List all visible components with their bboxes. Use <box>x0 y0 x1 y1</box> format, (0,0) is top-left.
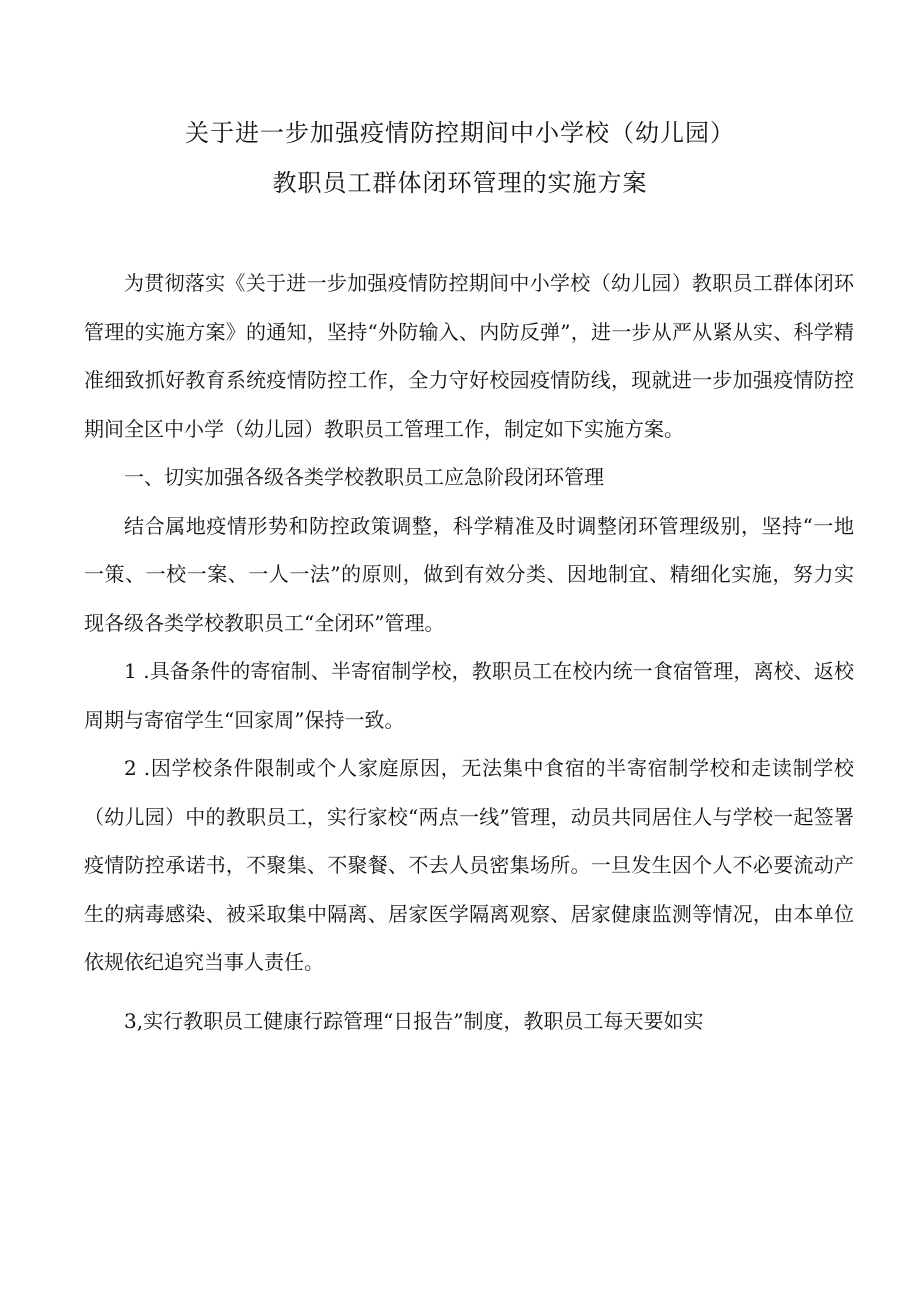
section-heading-1: 一、切实加强各级各类学校教职员工应急阶段闭环管理 <box>124 465 604 489</box>
paragraph-intro: 为贯彻落实《关于进一步加强疫情防控期间中小学校（幼儿园）教职员工群体闭环管理的实施方案》的通知，坚持“外防输入、内防反弹”，进一步从严从紧从实、科学精准细致抓好教育系统疫情防控工作，全力守好校园疫情防线，现就进一步加强疫情防控期间全区中小学（幼儿园）教职员工管理工作，制定如下实施方案。 <box>84 271 854 441</box>
list-item-1: 1 .具备条件的寄宿制、半寄宿制学校，教职员工在校内统一食宿管理，离校、返校周期与寄宿学生“回家周”保持一致。 <box>84 659 854 732</box>
paragraph-principle: 结合属地疫情形势和防控政策调整，科学精准及时调整闭环管理级别，坚持“一地一策、一校一案、一人一法”的原则，做到有效分类、因地制宜、精细化实施，努力实现各级各类学校教职员工“全闭环”管理。 <box>84 513 854 635</box>
document-title-line-2: 教职员工群体闭环管理的实施方案 <box>272 169 648 197</box>
list-item-2: 2 .因学校条件限制或个人家庭原因，无法集中食宿的半寄宿制学校和走读制学校（幼儿园）中的教职员工，实行家校“两点一线”管理，动员共同居住人与学校一起签署疫情防控承诺书，不聚集、不聚餐、不去人员密集场所。一旦发生因个人不必要流动产生的病毒感染、被采取集中隔离、居家医学隔离观察、居家健康监测等情况，由本单位依规依纪追究当事人责任。 <box>84 756 854 974</box>
document-title-line-1: 关于进一步加强疫情防控期间中小学校（幼儿园） <box>185 119 735 147</box>
document-body <box>84 259 854 1045</box>
list-item-3: 3,实行教职员工健康行踪管理“日报告”制度，教职员工每天要如实 <box>124 1008 704 1033</box>
